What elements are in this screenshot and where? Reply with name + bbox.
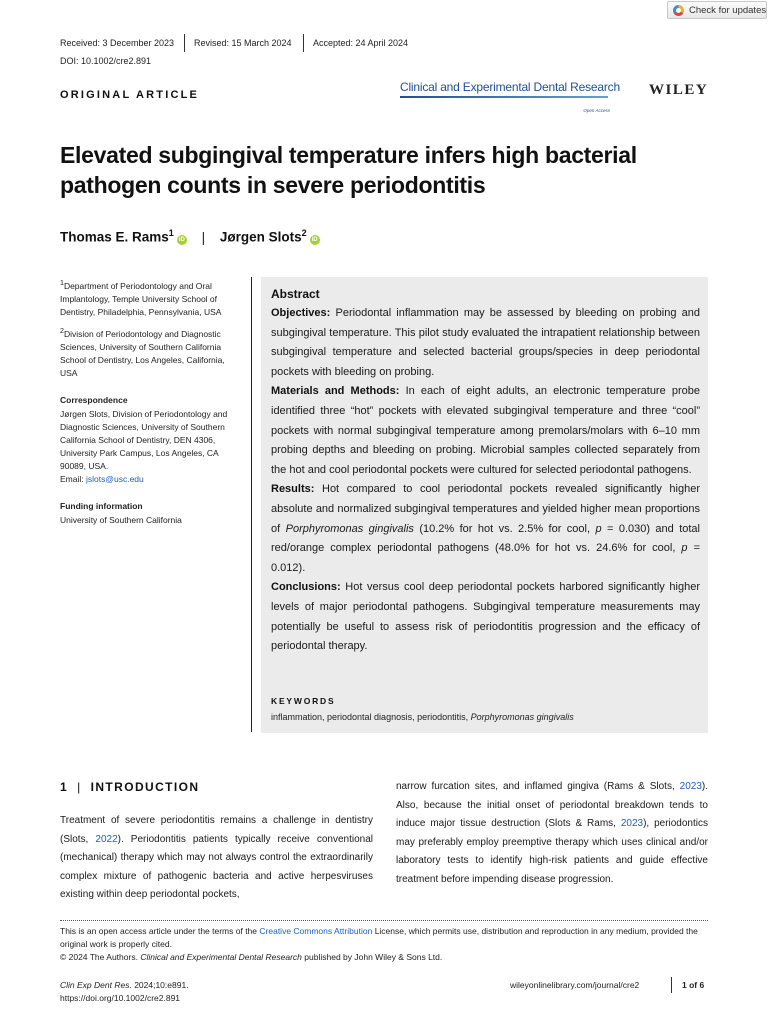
citation-link[interactable]: 2023 xyxy=(679,781,702,792)
revised-date: Revised: 15 March 2024 xyxy=(194,38,292,48)
page-number: 1 of 6 xyxy=(682,980,705,990)
publisher-logo: WILEY xyxy=(649,82,709,98)
keywords-heading: KEYWORDS xyxy=(271,696,336,706)
journal-site-link[interactable]: wileyonlinelibrary.com/journal/cre2 xyxy=(510,980,640,990)
abstract-conclusions: Conclusions: Hot versus cool deep periodontal pockets harbored significantly higher levels of major periodontal pathogens. Subgingival temperature measurements may potentially be useful to assess risk of periodontitis progression and the efficacy of periodontal therapy. xyxy=(271,581,700,653)
citation-link[interactable]: 2023 xyxy=(620,818,644,829)
license-footnote: This is an open access article under the terms of the Creative Commons Attribution License, which permits use, distribution and reproduction in any medium, provided the original work is properly cited. © 2024 The Authors. Clinical and Experimental Dental Research published by John Wiley & Sons Ltd. xyxy=(60,926,698,962)
funding-label: Funding information xyxy=(60,500,143,511)
orcid-icon[interactable]: iD xyxy=(311,236,318,243)
section-heading-introduction: 1 | INTRODUCTION xyxy=(60,780,200,794)
affiliations-column xyxy=(60,277,242,527)
crossmark-icon xyxy=(673,5,684,16)
intro-paragraph-left: Treatment of severe periodontitis remains a challenge in dentistry (Slots, 2022). Periodontitis patients typically receive conventional (mechanical) therapy which may not always control the extraordinarily complex mixture of pathogenic bacteria and active herpesviruses existing within deep periodontal pockets, xyxy=(60,815,373,900)
article-type: ORIGINAL ARTICLE xyxy=(60,89,200,101)
intro-paragraph-right: narrow furcation sites, and inflamed gingiva (Rams & Slots, 2023). Also, because the initial onset of periodontal breakdown tends to induce major tissue destruction (Slots & Rams, 2023), periodontics may preferably employ preemptive therapy which uses clinical and/or laboratory tests to identify high-risk patients and guide effective treatment before impending disease progression. xyxy=(396,781,708,885)
author-affiliation-sup: 2 xyxy=(301,228,307,238)
doi: DOI: 10.1002/cre2.891 xyxy=(60,56,152,66)
author-name: Thomas E. Rams xyxy=(60,229,169,245)
footer-divider xyxy=(671,977,672,993)
correspondence-label: Correspondence xyxy=(60,394,128,405)
email-link[interactable]: jslots@usc.edu xyxy=(86,473,144,484)
affiliation: $^2$Division of Periodontology and Diagnostic Sciences, University of Southern California School of Dentistry, Los Angeles, California, USA xyxy=(60,326,225,378)
citation-link[interactable]: 2022 xyxy=(95,833,118,845)
open-access-label: Open Access xyxy=(583,108,610,113)
footer-doi[interactable]: https://doi.org/10.1002/cre2.891 xyxy=(60,992,181,1003)
received-date: Received: 3 December 2023 xyxy=(60,38,175,48)
accepted-date: Accepted: 24 April 2024 xyxy=(313,38,409,48)
abstract-results: Results: Hot compared to cool periodontal pockets revealed significantly higher absolute and normalized subgingival temperatures and yielded higher mean proportions of Porphyromonas gingivalis (10.2% for hot vs. 2.5% for cool, p = 0.030) and total red/orange complex periodontal pathogens (48.0% for hot vs. 24.6% for cool, p = 0.012). xyxy=(271,483,701,574)
author-affiliation-sup: 1 xyxy=(168,228,174,238)
journal-name: Clinical and Experimental Dental Research xyxy=(400,80,620,94)
keywords-list: inflammation, periodontal diagnosis, periodontitis, Porphyromonas gingivalis xyxy=(271,712,574,722)
header-divider xyxy=(184,34,185,52)
author-list xyxy=(60,228,320,245)
orcid-icon[interactable]: iD xyxy=(178,236,185,243)
author-name: Jørgen Slots xyxy=(219,229,302,245)
article-title: Elevated subgingival temperature infers high bacterial pathogen counts in severe periodontitis xyxy=(60,142,637,198)
correspondence-text: Jørgen Slots, Division of Periodontology and Diagnostic Sciences, University of Southern California School of Dentistry, DEN 4306, University Park Campus, Los Angeles, CA 90089, USA. Email: jslots@usc.edu xyxy=(60,408,228,484)
author-separator: | xyxy=(201,229,206,245)
abstract-heading: Abstract xyxy=(271,287,320,301)
funding-text: University of Southern California xyxy=(60,514,182,525)
footer-citation: Clin Exp Dent Res. 2024;10:e891. https://doi.org/10.1002/cre2.891 xyxy=(60,980,189,1003)
check-for-updates-label: Check for updates xyxy=(689,5,767,16)
check-for-updates-button[interactable] xyxy=(667,1,767,19)
abstract-objectives: Objectives: Periodontal inflammation may be assessed by bleeding on probing and subgingival temperature. This pilot study evaluated the intrapatient relationship between subgingival temperature and selected bacterial groups/species in deep periodontal pockets with bleeding on probing. xyxy=(271,307,700,378)
journal-logo xyxy=(400,80,620,113)
affiliation: $^1$Department of Periodontology and Oral Implantology, Temple University School of Dentistry, Philadelphia, Pennsylvania, USA xyxy=(60,279,222,317)
footnote-separator xyxy=(60,920,708,921)
abstract-methods: Materials and Methods: In each of eight adults, an electronic temperature probe identified three “hot” pockets with elevated subgingival temperature and three “cool” pockets with normal subgingival temperature among premolars/molars with 6–10 mm probing depths and bleeding on probing. Microbial samples collected separately from the hot and cool periodontal pockets were cultured for selected periodontal pathogens. xyxy=(271,385,700,476)
license-link[interactable]: Creative Commons Attribution xyxy=(259,926,373,936)
journal-underline xyxy=(400,96,608,98)
header-divider xyxy=(303,34,304,52)
column-divider xyxy=(251,277,252,732)
abstract-text xyxy=(271,304,700,657)
